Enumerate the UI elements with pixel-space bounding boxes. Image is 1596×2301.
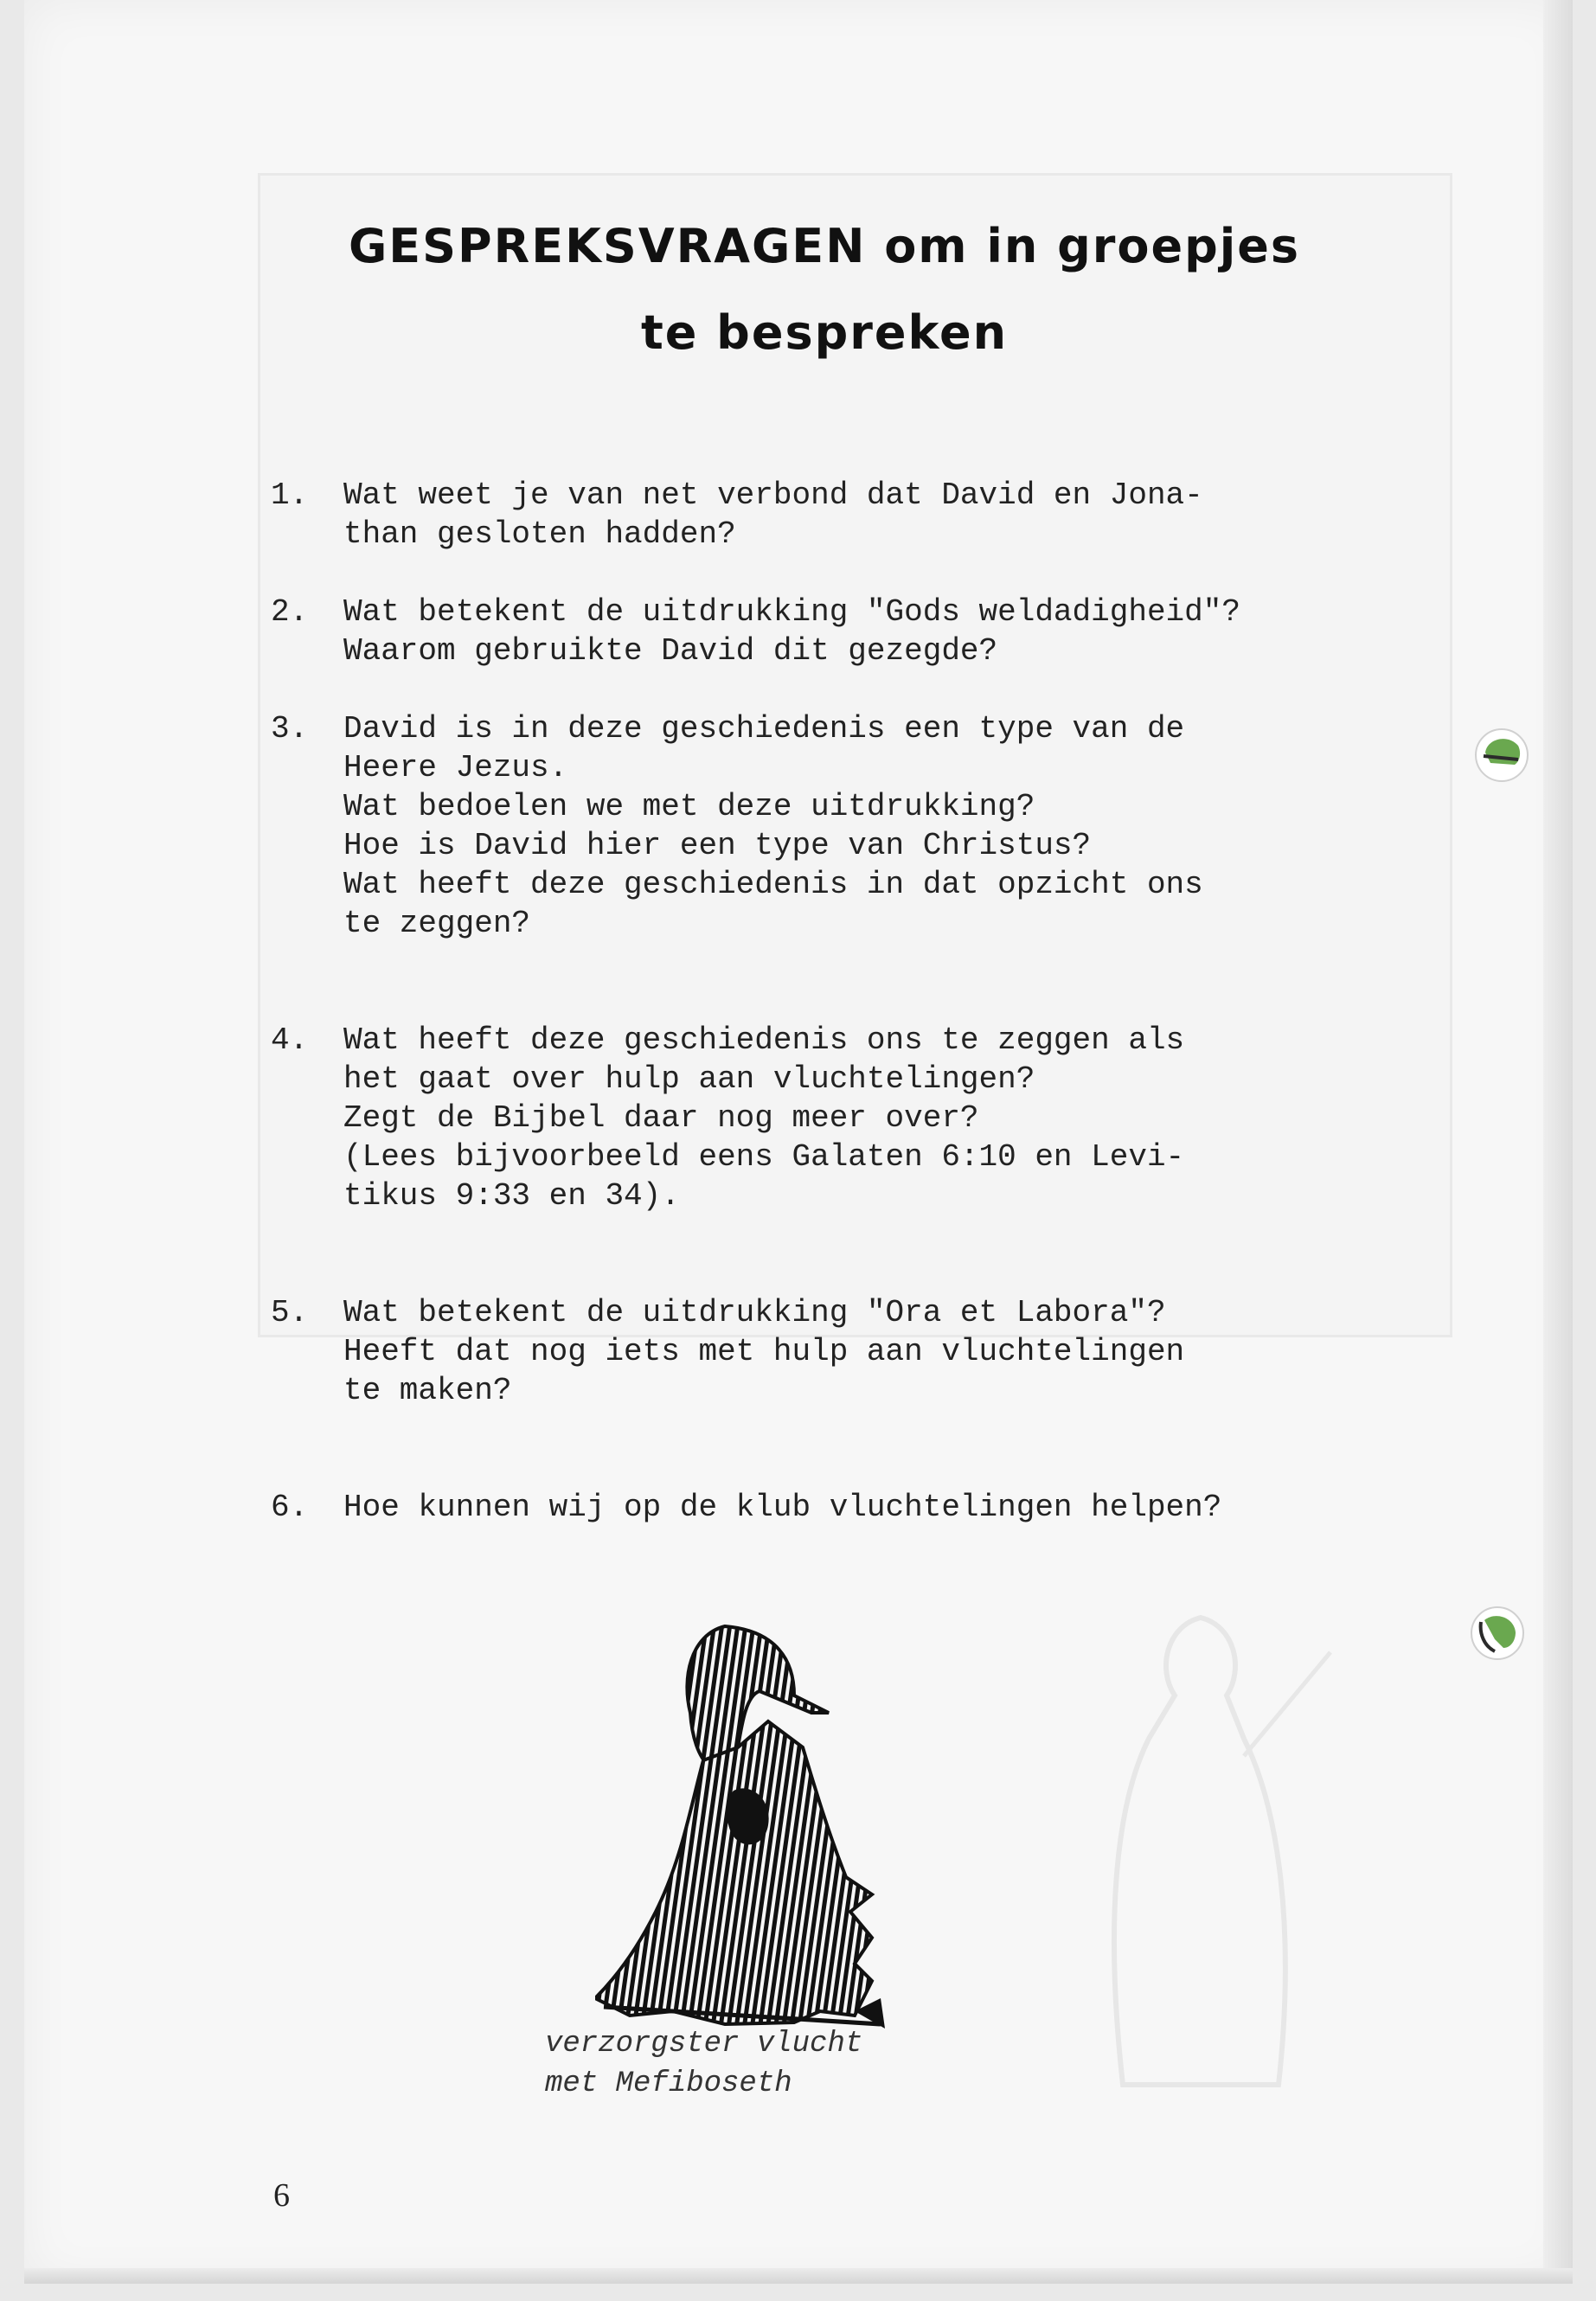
question-item <box>271 1293 1499 1410</box>
question-number: 6. <box>271 1490 309 1525</box>
caption-line-2: met Mefiboseth <box>545 2067 792 2100</box>
question-line: Wat heeft deze geschiedenis in dat opzicht ons <box>343 867 1203 902</box>
question-line: Wat heeft deze geschiedenis ons te zeggen als <box>343 1022 1185 1058</box>
question-item <box>271 593 1499 670</box>
question-line: Wat betekent de uitdrukking "Ora et Labora"? <box>343 1295 1166 1330</box>
question-line: David is in deze geschiedenis een type van de <box>343 711 1185 747</box>
question-text <box>343 1488 1499 1527</box>
question-line: te maken? <box>343 1373 512 1408</box>
page-title <box>258 203 1391 376</box>
question-text <box>343 476 1499 554</box>
question-item <box>271 1488 1499 1527</box>
question-line: than gesloten hadden? <box>343 516 736 552</box>
question-list <box>271 476 1499 1566</box>
binder-ring-icon <box>1473 727 1530 784</box>
question-line: Waarom gebruikte David dit gezegde? <box>343 633 998 669</box>
question-text <box>343 593 1499 670</box>
question-number: 1. <box>271 478 309 513</box>
question-line: Wat weet je van net verbond dat David en Jona- <box>343 478 1203 513</box>
question-number: 3. <box>271 711 309 747</box>
title-line-1: GESPREKSVRAGEN om in groepjes <box>348 219 1301 273</box>
question-text <box>343 1293 1499 1410</box>
question-line: Hoe is David hier een type van Christus? <box>343 828 1092 863</box>
question-number: 4. <box>271 1022 309 1058</box>
show-through-figure-icon <box>1045 1600 1356 2102</box>
question-item <box>271 476 1499 554</box>
illustration-caption <box>545 2024 862 2104</box>
question-line: Wat betekent de uitdrukking "Gods weldadigheid"? <box>343 594 1240 630</box>
caption-line-1: verzorgster vlucht <box>545 2028 863 2061</box>
page-edge-bottom <box>24 2268 1573 2284</box>
question-line: Zegt de Bijbel daar nog meer over? <box>343 1100 979 1136</box>
fleeing-nurse-woodcut-icon <box>595 1618 1002 2033</box>
question-item <box>271 709 1499 943</box>
question-number: 2. <box>271 594 309 630</box>
question-line: te zeggen? <box>343 906 531 941</box>
question-line: het gaat over hulp aan vluchtelingen? <box>343 1061 1035 1097</box>
question-text <box>343 709 1499 943</box>
binder-ring-icon <box>1469 1605 1526 1662</box>
page-edge-right <box>1543 0 1573 2284</box>
question-item <box>271 1021 1499 1215</box>
page-number: 6 <box>273 2177 290 2214</box>
question-text <box>343 1021 1499 1215</box>
document-page <box>24 0 1573 2284</box>
title-line-2: te bespreken <box>640 305 1009 360</box>
question-line: (Lees bijvoorbeeld eens Galaten 6:10 en Levi- <box>343 1139 1185 1175</box>
question-line: Wat bedoelen we met deze uitdrukking? <box>343 789 1035 824</box>
question-line: Hoe kunnen wij op de klub vluchtelingen helpen? <box>343 1490 1222 1525</box>
question-line: tikus 9:33 en 34). <box>343 1178 680 1214</box>
question-line: Heeft dat nog iets met hulp aan vluchtelingen <box>343 1334 1185 1369</box>
question-line: Heere Jezus. <box>343 750 568 785</box>
question-number: 5. <box>271 1295 309 1330</box>
